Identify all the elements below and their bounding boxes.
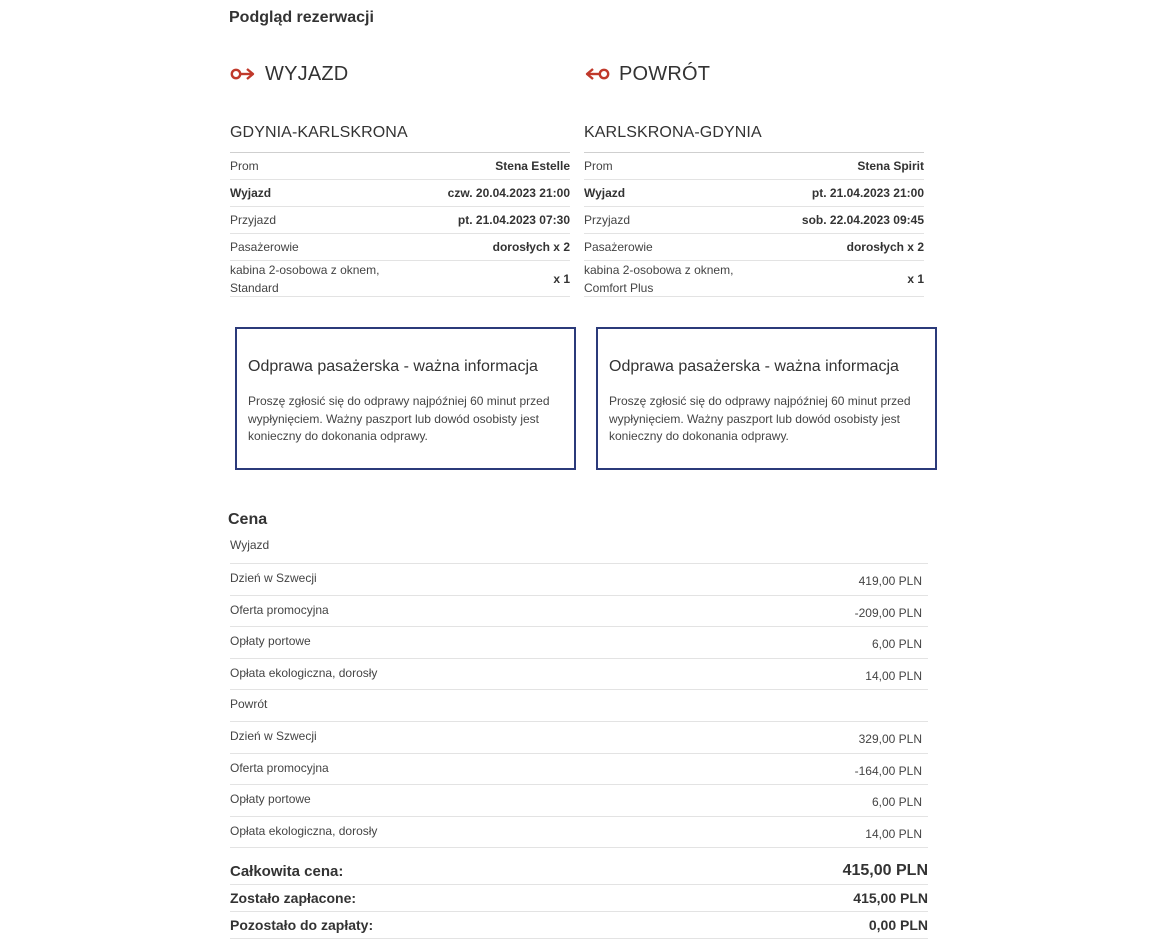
- detail-value: x 1: [907, 271, 924, 286]
- detail-value: Stena Spirit: [857, 159, 924, 173]
- detail-label: kabina 2-osobowa z oknem, Standard: [230, 262, 380, 295]
- detail-row-cabin: [230, 261, 570, 297]
- price-value: 6,00 PLN: [871, 637, 922, 652]
- price-row: [230, 785, 928, 817]
- detail-row-ferry: [584, 153, 924, 180]
- remaining-value: 0,00 PLN: [868, 917, 928, 934]
- price-value: 329,00 PLN: [858, 731, 922, 746]
- price-section: [230, 511, 928, 939]
- price-row: [230, 659, 928, 691]
- price-title: Cena: [228, 511, 268, 528]
- detail-row-passengers: [230, 234, 570, 261]
- detail-label: kabina 2-osobowa z oknem, Comfort Plus: [584, 262, 734, 295]
- return-leg: [584, 58, 924, 297]
- price-row: [230, 817, 928, 849]
- price-value: 6,00 PLN: [871, 795, 922, 810]
- detail-value: dorosłych x 2: [492, 240, 570, 254]
- outbound-route: GDYNIA-KARLSKRONA: [230, 124, 408, 141]
- price-totals: [230, 858, 928, 939]
- price-label: Opłaty portowe: [230, 634, 311, 649]
- price-label: Dzień w Szwecji: [230, 728, 317, 743]
- paid-label: Zostało zapłacone:: [230, 890, 357, 907]
- return-header: [584, 58, 924, 90]
- return-route: KARLSKRONA-GDYNIA: [584, 124, 762, 141]
- detail-value: Stena Estelle: [495, 159, 570, 173]
- price-row: [230, 564, 928, 596]
- price-label: Oferta promocyjna: [230, 602, 329, 617]
- detail-value: x 1: [553, 271, 570, 286]
- detail-label: Wyjazd: [584, 186, 626, 200]
- total-value: 415,00 PLN: [842, 862, 928, 880]
- detail-row-departure: [230, 180, 570, 207]
- total-label: Całkowita cena:: [230, 862, 344, 880]
- total-price-row: [230, 858, 928, 885]
- detail-label: Pasażerowie: [584, 240, 653, 254]
- price-label: Opłata ekologiczna, dorosły: [230, 823, 378, 838]
- detail-row-arrival: [230, 207, 570, 234]
- detail-row-passengers: [584, 234, 924, 261]
- detail-row-cabin: [584, 261, 924, 297]
- outbound-label: WYJAZD: [265, 62, 349, 85]
- price-label: Opłaty portowe: [230, 792, 311, 807]
- detail-label: Prom: [584, 159, 613, 173]
- detail-label: Prom: [230, 159, 259, 173]
- price-label: Opłata ekologiczna, dorosły: [230, 665, 378, 680]
- paid-row: [230, 885, 928, 912]
- price-label: Oferta promocyjna: [230, 760, 329, 775]
- price-value: -209,00 PLN: [854, 605, 922, 620]
- detail-value: pt. 21.04.2023 21:00: [811, 186, 924, 200]
- return-checkin-info: [596, 327, 937, 470]
- detail-value: dorosłych x 2: [846, 240, 924, 254]
- detail-row-ferry: [230, 153, 570, 180]
- arrow-right-icon: [230, 67, 256, 81]
- outbound-details: [230, 152, 570, 297]
- remaining-label: Pozostało do zapłaty:: [230, 917, 374, 934]
- info-text: Proszę zgłosić się do odprawy najpóźniej 60 minut przed wypłynięciem. Ważny paszport lub dowód osobisty jest konieczny do dokonania odprawy.: [609, 394, 911, 443]
- outbound-leg: [230, 58, 570, 297]
- outbound-checkin-info: [235, 327, 576, 470]
- detail-value: pt. 21.04.2023 07:30: [457, 213, 570, 227]
- detail-label: Wyjazd: [230, 186, 272, 200]
- detail-row-arrival: [584, 207, 924, 234]
- price-row: [230, 596, 928, 628]
- detail-row-departure: [584, 180, 924, 207]
- return-details: [584, 152, 924, 297]
- detail-label: Przyjazd: [584, 213, 631, 227]
- paid-value: 415,00 PLN: [853, 890, 928, 907]
- price-value: -164,00 PLN: [854, 763, 922, 778]
- page-title: Podgląd rezerwacji: [229, 9, 374, 26]
- price-value: 14,00 PLN: [865, 668, 922, 683]
- price-row: [230, 722, 928, 754]
- return-label: POWRÓT: [619, 62, 711, 85]
- price-value: 14,00 PLN: [865, 826, 922, 841]
- info-title: Odprawa pasażerska - ważna informacja: [609, 358, 899, 375]
- arrow-left-icon: [584, 67, 610, 81]
- detail-value: czw. 20.04.2023 21:00: [447, 186, 570, 200]
- price-value: 419,00 PLN: [858, 574, 922, 588]
- outbound-header: [230, 58, 570, 90]
- info-title: Odprawa pasażerska - ważna informacja: [248, 358, 538, 375]
- detail-value: sob. 22.04.2023 09:45: [801, 213, 924, 227]
- price-section-outbound: Wyjazd: [230, 531, 928, 564]
- price-row: [230, 627, 928, 659]
- price-label: Dzień w Szwecji: [230, 571, 317, 585]
- price-row: [230, 754, 928, 786]
- remaining-row: [230, 912, 928, 939]
- price-section-return: Powrót: [230, 690, 928, 722]
- detail-label: Przyjazd: [230, 213, 277, 227]
- detail-label: Pasażerowie: [230, 240, 299, 254]
- info-text: Proszę zgłosić się do odprawy najpóźniej 60 minut przed wypłynięciem. Ważny paszport lub dowód osobisty jest konieczny do dokonania odprawy.: [248, 394, 550, 443]
